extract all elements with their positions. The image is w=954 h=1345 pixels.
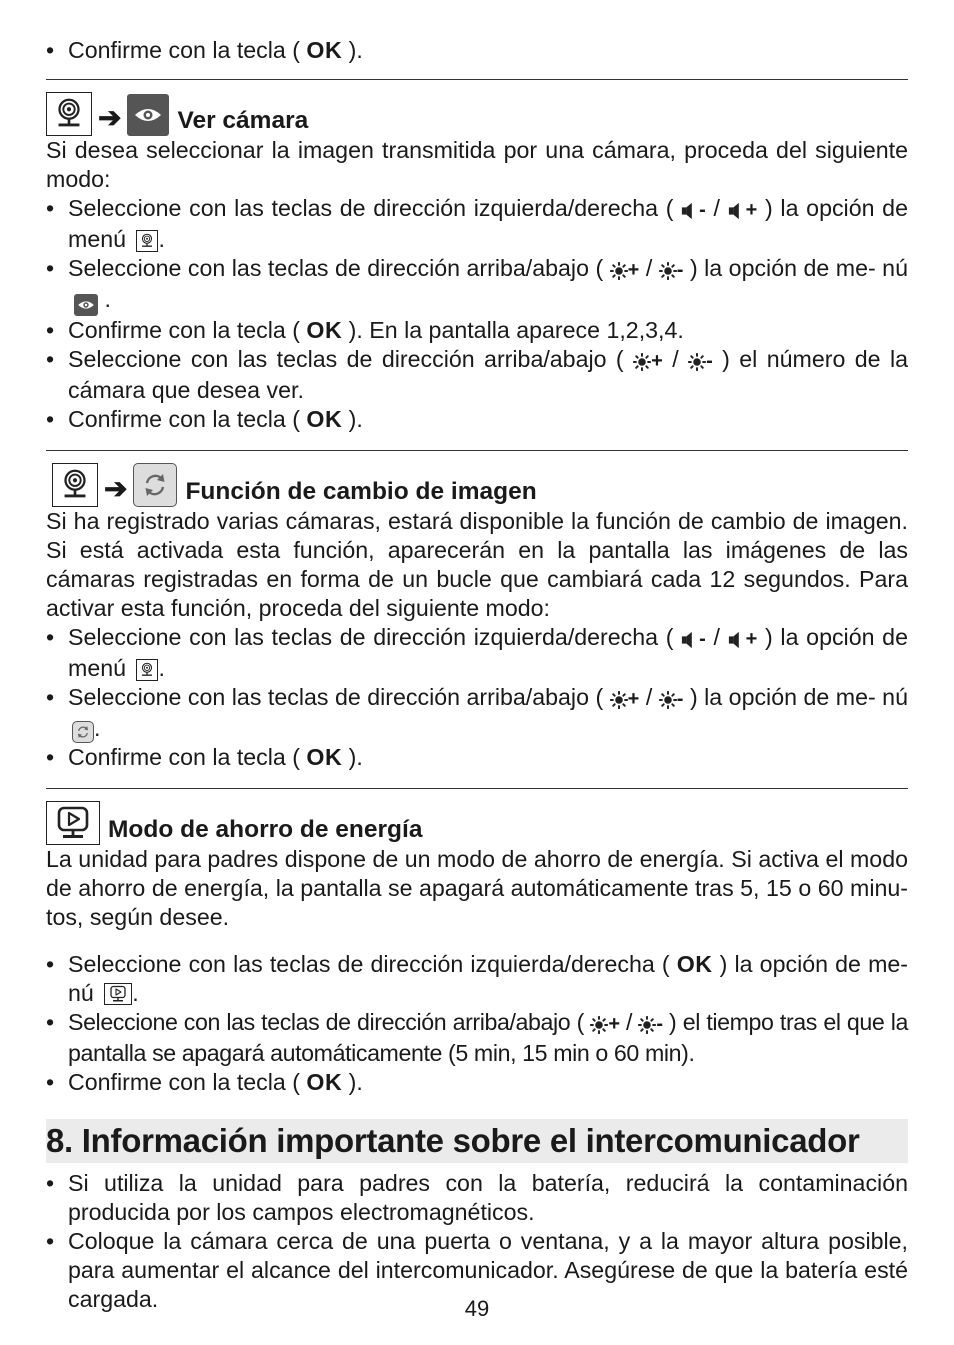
list-item: • Confirme con la tecla ( OK ). En la pantalla aparece 1,2,3,4. bbox=[46, 316, 908, 345]
section-heading bbox=[46, 90, 908, 136]
brightness-down-icon bbox=[688, 353, 706, 371]
brightness-down-icon bbox=[659, 691, 677, 709]
list-item: • Si utiliza la unidad para padres con la batería, reducirá la contaminación producida por los campos electromagnéticos. bbox=[46, 1169, 908, 1227]
section-heading bbox=[46, 461, 908, 507]
brightness-up-icon bbox=[610, 691, 628, 709]
brightness-up-icon bbox=[633, 353, 651, 371]
eye-icon bbox=[74, 294, 98, 316]
monitor-play-icon bbox=[104, 983, 132, 1005]
brightness-up-icon bbox=[610, 262, 628, 280]
eye-icon bbox=[127, 94, 169, 136]
list-item: • Confirme con la tecla ( OK ). bbox=[46, 1068, 908, 1097]
list-item: • Confirme con la tecla ( OK ). bbox=[46, 36, 908, 65]
camera-menu-icon bbox=[136, 659, 158, 681]
list-item: • Confirme con la tecla ( OK ). bbox=[46, 405, 908, 434]
brightness-down-icon bbox=[638, 1016, 656, 1034]
list-item: • Seleccione con las teclas de dirección arriba/abajo ( + / - ) la opción de me- nú . bbox=[46, 254, 908, 316]
list-item: • Coloque la cámara cerca de una puerta o ventana, y a la mayor altura posible, para aumentar el alcance del intercomunicador. Asegúrese de que la batería esté cargada. bbox=[46, 1227, 908, 1314]
volume-up-icon bbox=[728, 631, 746, 649]
list-item: • Confirme con la tecla ( OK ). bbox=[46, 743, 908, 772]
list-item: • Seleccione con las teclas de dirección arriba/abajo ( + / - ) el número de la cámara que desea ver. bbox=[46, 345, 908, 405]
section-intro: Si ha registrado varias cámaras, estará disponible la función de cambio de imagen. Si está activada esta función, aparecerán en la pantalla las imágenes de las cámaras registradas en forma de un bucle que cambiará cada 12 segundos. Para activar esta función, proceda del siguiente modo: bbox=[46, 508, 908, 621]
camera-menu-icon bbox=[46, 92, 92, 136]
section-title: Modo de ahorro de energía bbox=[108, 816, 423, 843]
list-item: • Seleccione con las teclas de dirección izquierda/derecha ( - / + ) la opción de menú . bbox=[46, 194, 908, 254]
list-item: • Seleccione con las teclas de dirección arriba/abajo ( + / - ) la opción de me- nú . bbox=[46, 683, 908, 743]
volume-down-icon bbox=[681, 631, 699, 649]
divider bbox=[46, 450, 908, 451]
divider bbox=[46, 788, 908, 789]
list-item: • Seleccione con las teclas de dirección arriba/abajo ( + / - ) el tiempo tras el que la pantalla se apagará automáticamente (5 min, 15 min o 60 min). bbox=[46, 1008, 908, 1068]
arrow-right-icon: ➔ bbox=[104, 473, 128, 504]
section-heading bbox=[46, 799, 908, 845]
list-item: • Seleccione con las teclas de dirección izquierda/derecha ( - / + ) la opción de menú . bbox=[46, 623, 908, 683]
page-content bbox=[46, 36, 908, 1314]
camera-menu-icon bbox=[136, 230, 158, 252]
cycle-icon bbox=[72, 721, 94, 743]
brightness-up-icon bbox=[590, 1016, 608, 1034]
section-title: Función de cambio de imagen bbox=[185, 478, 537, 505]
section-title: Ver cámara bbox=[177, 107, 309, 134]
arrow-right-icon: ➔ bbox=[98, 102, 122, 133]
brightness-down-icon bbox=[659, 262, 677, 280]
chapter-heading bbox=[46, 1119, 908, 1163]
page-number: 49 bbox=[464, 1296, 490, 1321]
list-item: • Seleccione con las teclas de dirección izquierda/derecha ( OK ) la opción de me- nú . bbox=[46, 950, 908, 1008]
section-intro: Si desea seleccionar la imagen transmitida por una cámara, proceda del siguiente modo: bbox=[46, 137, 908, 192]
cycle-icon bbox=[133, 463, 177, 507]
chapter-title: 8. Información importante sobre el intercomunicador bbox=[46, 1122, 860, 1159]
volume-up-icon bbox=[728, 202, 746, 220]
ok-key: OK bbox=[306, 37, 343, 63]
section-intro: La unidad para padres dispone de un modo de ahorro de energía. Si activa el modo de ahorro de energía, la pantalla se apagará automáticamente tras 5, 15 o 60 minu- tos, según desee. bbox=[46, 846, 908, 930]
volume-down-icon bbox=[681, 202, 699, 220]
camera-menu-icon bbox=[52, 463, 98, 507]
divider bbox=[46, 79, 908, 80]
monitor-play-icon bbox=[46, 801, 100, 845]
